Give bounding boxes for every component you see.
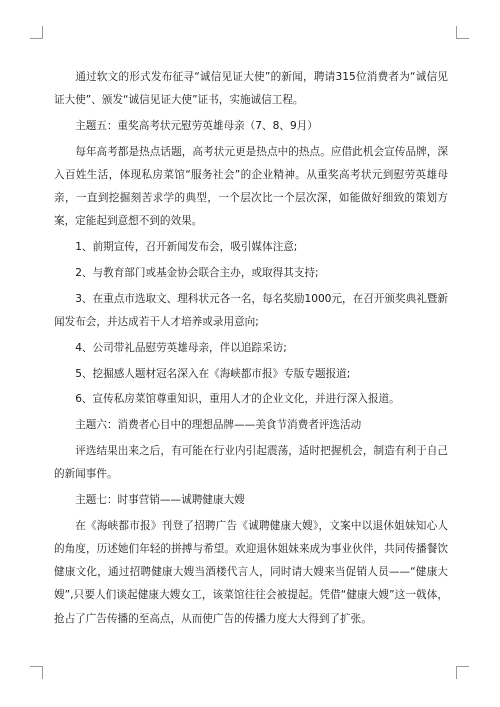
crop-mark-bottom-left [30, 666, 43, 679]
crop-mark-top-left [30, 26, 43, 39]
heading-theme-six: 主题六：消费者心目中的理想品牌——美食节消费者评选活动 [75, 419, 362, 432]
crop-mark-top-right [456, 26, 469, 39]
paragraph-theme-seven: 在《海峡都市报》刊登了招聘广告《诚聘健康大嫂》，文案中以退休姐妹知心人的角度，历述她们年轻的拼搏与希望。欢迎退休姐妹来成为事业伙伴，共同传播餐饮健康文化，通过招聘健康大嫂当酒楼代言人，同时请大嫂来当促销人员——“健康大嫂”,只要人们谈起健康大嫂女工，该菜馆往往会被提起。凭借“健康大嫂”这一戟体，抢占了广告传播的至高点，从而使广告的传播力度大大得到了扩张。 [54, 519, 448, 625]
document-body [54, 66, 448, 633]
paragraph-certification: 通过软文的形式发布征寻“诚信见证大使”的新闻，聘请315位消费者为“诚信见证大使”、颁发“诚信见证大使”证书，实施诚信工程。 [54, 71, 448, 107]
list-item-2: 2、与教育部门或基金协会联合主办，或取得其支持; [75, 267, 319, 279]
heading-theme-five: 主题五：重奖高考状元慰劳英雄母亲（7、8、9月） [75, 120, 318, 132]
heading-theme-seven: 主题七：时事营销——诚聘健康大嫂 [75, 493, 245, 506]
list-item-1: 1、前期宣传，召开新闻发布会，吸引媒体注意; [75, 241, 298, 254]
crop-mark-bottom-right [456, 666, 469, 679]
paragraph-theme-six: 评选结果出来之后，有可能在行业内引起震荡，适时把握机会，制造有利于自己的新闻事件。 [54, 444, 448, 481]
list-item-3: 3、在重点市选取文、理科状元各一名，每名奖励1000元，在召开颁奖典礼暨新闻发布会，并达成若干人才培养或录用意向; [54, 292, 448, 328]
list-item-4: 4、公司带礼品慰劳英雄母亲，伴以追踪采访; [75, 341, 287, 354]
paragraph-theme-five-intro: 每年高考都是热点话题，高考状元更是热点中的热点。应借此机会宣传品牌，深入百姓生活，体现私房菜馆“服务社会”的企业精神。从重奖高考状元到慰劳英雄母亲，一直到挖掘刻苦求学的典型，一个层次比一个层次深，如能做好细致的策划方案，定能起到意想不到的效果。 [54, 145, 448, 228]
list-item-6: 6、宣传私房菜馆尊重知识，重用人才的企业文化，并进行深入报道。 [75, 393, 400, 406]
list-item-5: 5、挖掘感人题材冠名深入在《海峡都市报》专版专题报道; [75, 367, 351, 380]
